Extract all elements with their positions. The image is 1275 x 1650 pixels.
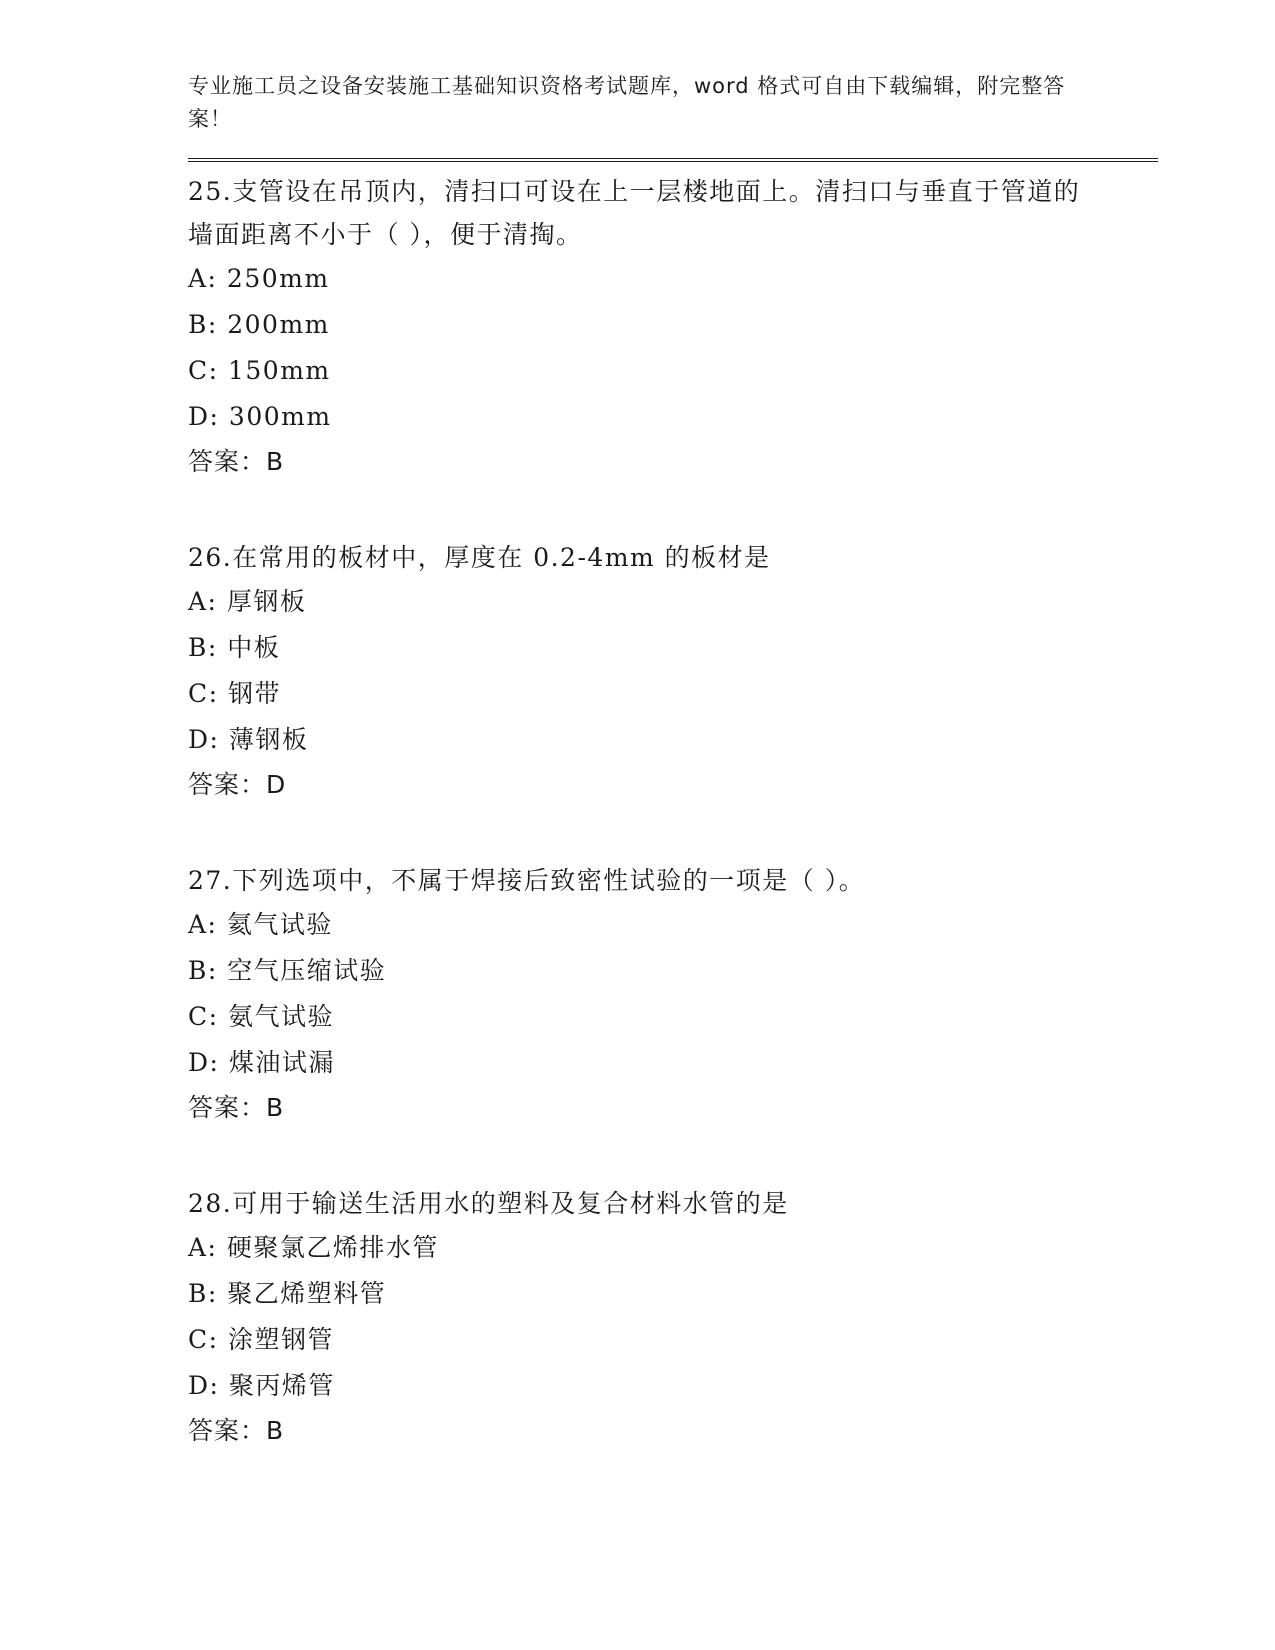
option-c: C: 涂塑钢管: [188, 1325, 334, 1354]
question-25: [188, 170, 1158, 484]
question-text: 27.下列选项中，不属于焊接后致密性试验的一项是（ ）。: [188, 866, 866, 895]
option-d: D: 煤油试漏: [188, 1048, 335, 1077]
question-text: 25.支管设在吊顶内，清扫口可设在上一层楼地面上。清扫口与垂直于管道的墙面距离不小于（ ），便于清掏。: [188, 177, 1081, 249]
question-text: 26.在常用的板材中，厚度在 0.2-4mm 的板材是: [188, 543, 771, 572]
option-d: D: 300mm: [188, 402, 332, 431]
option-a: A: 厚钢板: [188, 587, 307, 616]
option-d: D: 薄钢板: [188, 725, 309, 754]
option-b: B: 中板: [188, 633, 281, 662]
document-page: [188, 70, 1158, 1453]
option-c: C: 钢带: [188, 679, 281, 708]
option-b: B: 200mm: [188, 310, 330, 339]
option-d: D: 聚丙烯管: [188, 1371, 335, 1400]
answer-label: 答案：B: [188, 447, 285, 476]
header-divider: [188, 158, 1158, 162]
question-28: [188, 1182, 1158, 1453]
question-text: 28.可用于输送生活用水的塑料及复合材料水管的是: [188, 1189, 789, 1218]
option-a: A: 氦气试验: [188, 910, 333, 939]
question-26: [188, 536, 1158, 807]
option-c: C: 150mm: [188, 356, 331, 385]
option-a: A: 硬聚氯乙烯排水管: [188, 1233, 439, 1262]
option-b: B: 空气压缩试验: [188, 956, 387, 985]
option-b: B: 聚乙烯塑料管: [188, 1279, 387, 1308]
option-a: A: 250mm: [188, 264, 330, 293]
answer-label: 答案：B: [188, 1416, 285, 1445]
answer-label: 答案：D: [188, 770, 287, 799]
option-c: C: 氨气试验: [188, 1002, 334, 1031]
question-27: [188, 859, 1158, 1130]
answer-label: 答案：B: [188, 1093, 285, 1122]
document-header: 专业施工员之设备安装施工基础知识资格考试题库，word 格式可自由下载编辑，附完整答案！: [188, 74, 1066, 131]
